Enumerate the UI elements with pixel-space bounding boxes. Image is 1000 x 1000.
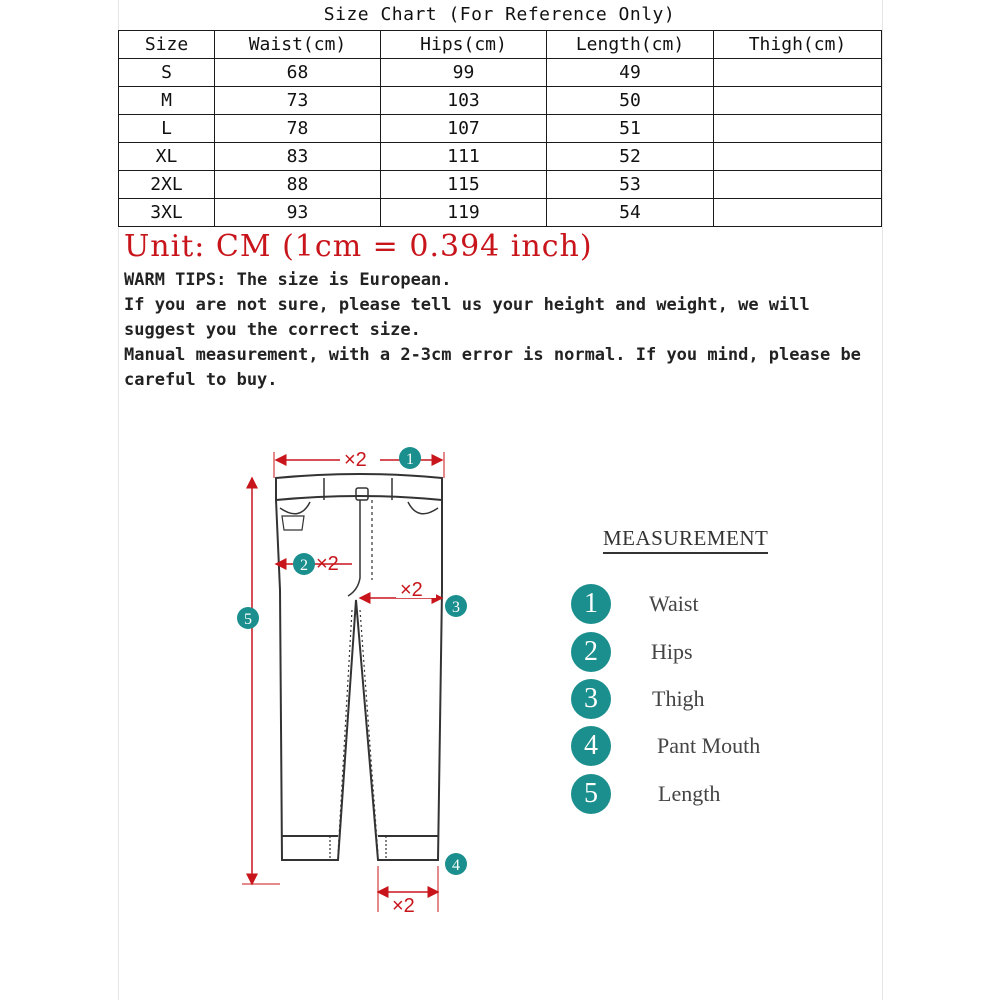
header-hips: Hips(cm) [381, 31, 547, 59]
pants-outline [276, 474, 442, 860]
tips-block [124, 268, 884, 393]
cell-length: 53 [547, 171, 714, 199]
tip-measurement-error: Manual measurement, with a 2-3cm error is normal. If you mind, please be careful to buy. [124, 345, 861, 390]
table-row [119, 143, 882, 171]
size-chart-title: Size Chart (For Reference Only) [323, 4, 676, 25]
cell-size: L [119, 115, 215, 143]
legend-label-hips: Hips [651, 639, 693, 664]
cell-thigh [714, 115, 882, 143]
header-thigh: Thigh(cm) [714, 31, 882, 59]
pants-diagram [220, 430, 480, 920]
length-arrow [237, 478, 280, 884]
legend-label-thigh: Thigh [652, 686, 705, 711]
cell-waist: 83 [215, 143, 381, 171]
hips-multiplier: ×2 [316, 553, 339, 575]
legend-label-pant-mouth: Pant Mouth [657, 733, 761, 758]
cell-length: 54 [547, 199, 714, 227]
pant-mouth-arrow [378, 853, 467, 917]
header-length: Length(cm) [547, 31, 714, 59]
marker-3-icon: 3 [452, 599, 460, 616]
cell-length: 50 [547, 87, 714, 115]
cell-size: 2XL [119, 171, 215, 199]
pant-mouth-multiplier: ×2 [392, 895, 415, 917]
thigh-arrow [360, 579, 467, 617]
marker-1-icon: 1 [406, 451, 414, 468]
cell-thigh [714, 171, 882, 199]
cell-size: 3XL [119, 199, 215, 227]
cell-waist: 73 [215, 87, 381, 115]
legend-4-icon: 4 [571, 726, 611, 766]
table-row [119, 115, 882, 143]
tip-european-size: WARM TIPS: The size is European. [124, 270, 452, 290]
header-waist: Waist(cm) [215, 31, 381, 59]
legend-2-icon: 2 [571, 632, 611, 672]
cell-thigh [714, 59, 882, 87]
cell-size: XL [119, 143, 215, 171]
cell-hips: 115 [381, 171, 547, 199]
cell-length: 51 [547, 115, 714, 143]
marker-4-icon: 4 [452, 857, 460, 874]
measurement-title: MEASUREMENT [603, 526, 768, 554]
cell-waist: 68 [215, 59, 381, 87]
table-row [119, 59, 882, 87]
cell-hips: 99 [381, 59, 547, 87]
thigh-multiplier: ×2 [400, 579, 423, 601]
marker-2-icon: 2 [300, 557, 308, 574]
tip-suggest-size: If you are not sure, please tell us your height and weight, we will suggest you the correct size. [124, 295, 810, 340]
header-size: Size [119, 31, 215, 59]
size-table [118, 30, 882, 227]
cell-hips: 107 [381, 115, 547, 143]
cell-thigh [714, 87, 882, 115]
legend-5-icon: 5 [571, 774, 611, 814]
legend-1-icon: 1 [571, 584, 611, 624]
cell-thigh [714, 199, 882, 227]
legend-label-length: Length [658, 781, 721, 806]
cell-hips: 119 [381, 199, 547, 227]
table-row [119, 199, 882, 227]
cell-length: 49 [547, 59, 714, 87]
cell-size: M [119, 87, 215, 115]
cell-waist: 78 [215, 115, 381, 143]
hips-arrow [276, 553, 352, 575]
table-row [119, 87, 882, 115]
unit-conversion-note: Unit: CM (1cm = 0.394 inch) [124, 229, 593, 264]
legend-3-icon: 3 [571, 679, 611, 719]
marker-5-icon: 5 [244, 611, 252, 628]
cell-waist: 93 [215, 199, 381, 227]
cell-waist: 88 [215, 171, 381, 199]
waist-multiplier: ×2 [344, 449, 367, 471]
legend-label-waist: Waist [649, 591, 699, 616]
cell-hips: 111 [381, 143, 547, 171]
table-row [119, 171, 882, 199]
cell-thigh [714, 143, 882, 171]
cell-size: S [119, 59, 215, 87]
table-header-row [119, 31, 882, 59]
cell-hips: 103 [381, 87, 547, 115]
cell-length: 52 [547, 143, 714, 171]
